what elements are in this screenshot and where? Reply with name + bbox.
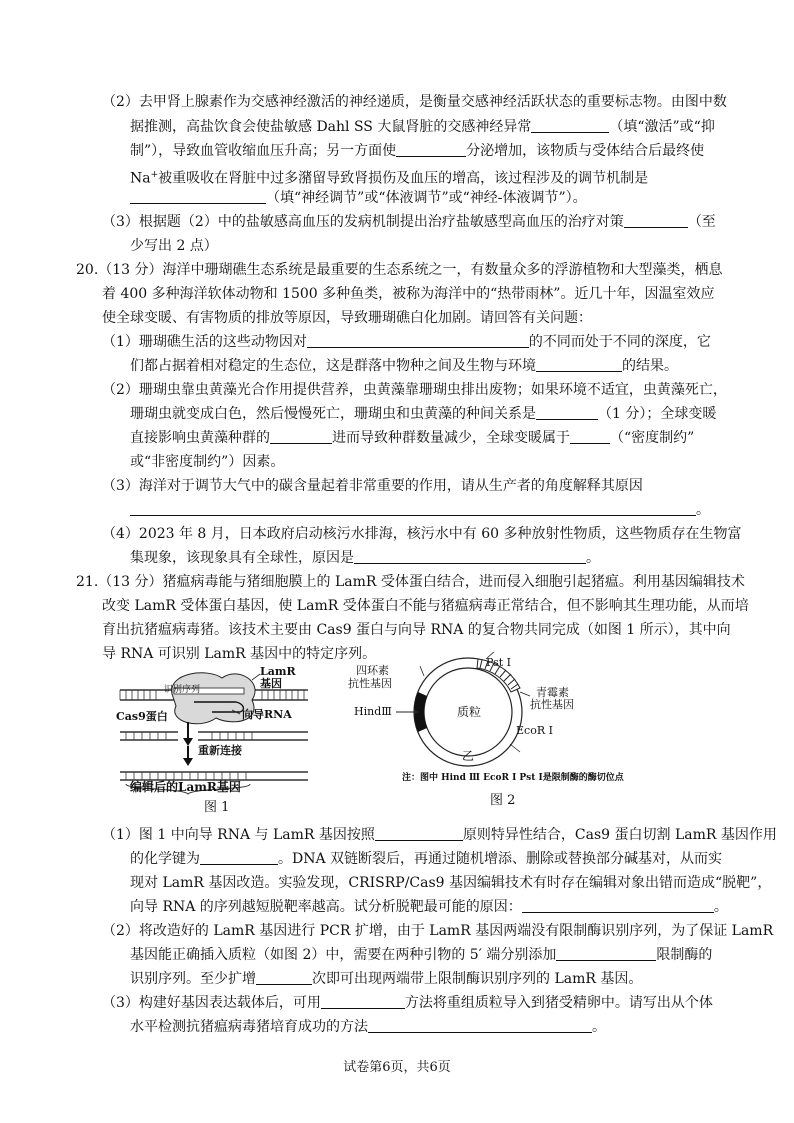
ecor-pointer (510, 744, 520, 752)
q21-stem-line3: 育出抗猪瘟病毒猪。该技术主要由 Cas9 蛋白与向导 RNA 的复合物共同完成（如图 1 所示），其中向 (102, 622, 731, 638)
q21-part1-line1: （1）图 1 中向导 RNA 与 LamR 基因按照 原则特异性结合，Cas9 蛋白切割 LamR 基因作用 (102, 827, 777, 843)
answer-blank[interactable] (624, 213, 688, 228)
q21-part1-line3: 现对 LamR 基因改造。实验发现，CRISRP/Cas9 基因编辑技术有时存在编辑对象出错而造成“脱靶”， (130, 875, 772, 891)
answer-blank[interactable] (375, 826, 463, 841)
q19-part2-line4: Na+被重吸收在肾脏中过多潴留导致肾损伤及血压的增高，该过程涉及的调节机制是 (130, 170, 649, 187)
recognition-sequence-label: 识别序列 (164, 685, 201, 695)
page-footer: 试卷第6页，共6页 (343, 1060, 451, 1075)
tetracycline-pointer (420, 666, 424, 676)
plasmid-label: 质粒 (457, 705, 482, 719)
lamr-gene-label: LamR 基因 (260, 665, 296, 690)
answer-blank[interactable] (307, 333, 529, 348)
answer-blank[interactable] (396, 142, 466, 157)
q20-part1-line1: （1）珊瑚礁生活的这些动物因对 的不同而处于不同的深度，它 (102, 334, 711, 350)
q20-part4-line2: 集现象，该现象具有全球性，原因是 。 (130, 550, 600, 566)
q19-part3-line1: （3）根据题（2）中的盐敏感高血压的发病机制提出治疗盐敏感型高血压的治疗对策 （至 (102, 214, 716, 230)
q20-stem-line3: 使全球变暖、有害物质的排放等原因，导致珊瑚礁白化加剧。请回答有关问题： (102, 310, 592, 326)
tetracycline-label-2: 抗性基因 (348, 677, 392, 690)
figure-1-caption: 图 1 (204, 800, 230, 815)
q21-part3-line2: 水平检测抗猪瘟病毒猪培育成功的方法 。 (130, 1019, 606, 1035)
figure-label-yi: 乙 (462, 749, 475, 763)
q20-part3-line1: （3）海洋对于调节大气中的碳含量起着非常重要的作用，请从生产者的角度解释其原因 (102, 478, 643, 494)
figure-1 (112, 660, 312, 820)
answer-blank[interactable] (536, 357, 622, 372)
penicillin-label-2: 抗性基因 (530, 698, 574, 711)
penicillin-label-1: 青霉素 (536, 686, 569, 699)
q21-part2-line3: 识别序列。至少扩增 次即可出现两端带上限制酶识别序列的 LamR 基因。 (130, 971, 643, 987)
q20-part2-line4: 或“非密度制约”）因素。 (130, 454, 285, 470)
q21-stem-line4: 导 RNA 可识别 LamR 基因中的特定序列。 (102, 646, 377, 662)
q20-part2-line1: （2）珊瑚虫靠虫黄藻光合作用提供营养，虫黄藻靠珊瑚虫排出废物；如果环境不适宜，虫黄藻死亡， (102, 382, 727, 398)
q21-part2-line1: （2）将改造好的 LamR 基因进行 PCR 扩增，由于 LamR 基因两端没有限制酶识别序列，为了保证 LamR (102, 923, 774, 939)
figure-2-note: 注：图中 Hind Ⅲ EcoR Ⅰ Pst Ⅰ是限制酶的酶切位点 (402, 773, 624, 783)
hind-site-label: HindⅢ (354, 705, 392, 718)
q20-part2-line3: 直接影响虫黄藻种群的 进而导致种群数量减少，全球变暖属于 （“密度制约” (130, 430, 695, 446)
q20-part3-line2: 。 (130, 501, 710, 519)
answer-blank[interactable] (256, 970, 312, 985)
q20-stem-line1: 20.（13 分）海洋中珊瑚礁生态系统是最重要的生态系统之一，有数量众多的浮游植物和大型藻类，栖息 (76, 262, 723, 278)
q20-part2-line2: 珊瑚虫就变成白色，然后慢慢死亡，珊瑚虫和虫黄藻的种间关系是 （1 分）；全球变暖 (130, 406, 717, 422)
figure-2 (348, 652, 660, 812)
answer-blank[interactable] (531, 118, 609, 133)
answer-blank[interactable] (536, 405, 598, 420)
reconnect-label: 重新连接 (198, 744, 242, 757)
answer-blank[interactable] (321, 994, 405, 1009)
ecor-site-label: EcoR I (516, 724, 553, 737)
q21-part1-line4: 向导 RNA 的序列越短脱靶率越高。试分析脱靶最可能的原因： 。 (130, 899, 728, 915)
answer-blank[interactable] (130, 189, 266, 204)
arrow-down-icon (183, 722, 193, 746)
answer-blank[interactable] (556, 946, 656, 961)
figure-2-drawing (360, 652, 660, 772)
answer-blank[interactable] (570, 429, 610, 444)
guide-rna-label: 向导RNA (242, 708, 292, 721)
q20-stem-line2: 着 400 多种海洋软体动物和 1500 多种鱼类，被称为海洋中的“热带雨林”。近几十年，因温室效应 (102, 286, 715, 302)
q19-part2-line1: （2）去甲肾上腺素作为交感神经激活的神经递质，是衡量交感神经活跃状态的重要标志物。由图中数 (102, 94, 727, 110)
answer-blank[interactable] (368, 1018, 592, 1033)
answer-blank[interactable] (200, 850, 278, 865)
dna-cut (120, 732, 308, 740)
cas9-label: Cas9蛋白 (116, 710, 168, 723)
q19-part2-line3: 制”），导致血管收缩血压升高；另一方面使 分泌增加，该物质与受体结合后最终使 (130, 143, 705, 159)
q20-part1-line2: 们都占据着相对稳定的生态位，这是群落中物种之间及生物与环境 的结果。 (130, 358, 678, 374)
figure-2-caption: 图 2 (490, 793, 516, 808)
q21-part1-line2: 的化学键为 。DNA 双链断裂后，再通过随机增添、删除或替换部分碱基对，从而实 (130, 851, 723, 867)
q21-stem-line1: 21.（13 分）猪瘟病毒能与猪细胞膜上的 LamR 受体蛋白结合，进而侵入细胞引起猪瘟。利用基因编辑技术 (76, 574, 745, 590)
pointer-line (252, 674, 260, 680)
q19-part2-line5: （填“神经调节”或“体液调节”或“神经-体液调节”）。 (130, 189, 587, 207)
q21-stem-line2: 改变 LamR 受体蛋白基因，使 LamR 受体蛋白不能与猪瘟病毒正常结合，但不影响其生理功能，从而培 (102, 598, 749, 614)
answer-blank[interactable] (522, 898, 714, 913)
q21-part2-line2: 基因能正确插入质粒（如图 2）中，需要在两种引物的 5′ 端分别添加 限制酶的 (130, 947, 713, 963)
answer-blank[interactable] (270, 429, 332, 444)
answer-blank[interactable] (354, 549, 586, 564)
penicillin-pointer (520, 692, 530, 696)
arrow-down-icon (183, 746, 193, 766)
q19-part2-line2: 据推测，高盐饮食会使盐敏感 Dahl SS 大鼠肾脏的交感神经异常 （填“激活”或“抑 (130, 119, 715, 135)
q20-part4-line1: （4）2023 年 8 月，日本政府启动核污水排海，核污水中有 60 多种放射性物质，这些物质存在生物富 (102, 526, 742, 542)
answer-blank[interactable] (130, 501, 696, 516)
tetracycline-label-1: 四环素 (356, 664, 389, 677)
q19-part3-line2: 少写出 2 点） (130, 238, 218, 254)
pst-site-label: Pst I (486, 656, 512, 669)
q21-part3-line1: （3）构建好基因表达载体后，可用 方法将重组质粒导入到猪受精卵中。请写出从个体 (102, 995, 713, 1011)
edited-gene-label: 编辑后的LamR基因 (130, 780, 241, 794)
